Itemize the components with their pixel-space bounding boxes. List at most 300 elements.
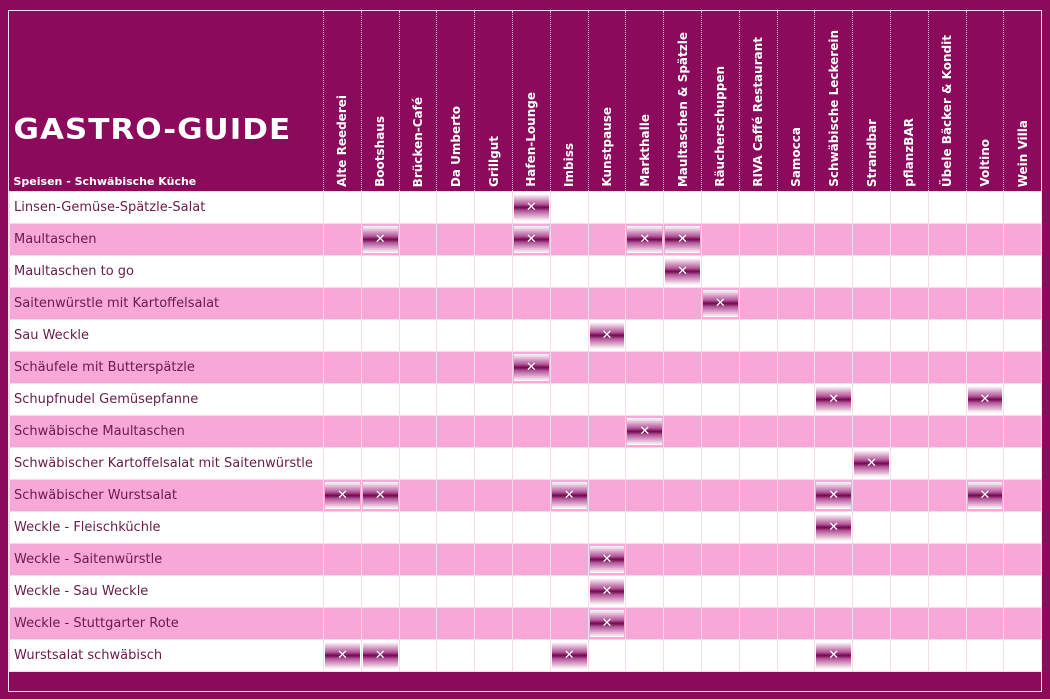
availability-cell <box>437 416 475 448</box>
availability-cell <box>815 544 853 576</box>
available-x-icon: ✕ <box>552 642 587 669</box>
availability-cell <box>512 544 550 576</box>
availability-cell <box>324 384 362 416</box>
availability-cell <box>475 576 513 608</box>
availability-cell <box>966 448 1004 480</box>
available-x-icon: ✕ <box>854 450 889 477</box>
availability-cell <box>550 384 588 416</box>
restaurant-header <box>928 11 966 192</box>
availability-cell <box>626 544 664 576</box>
available-x-icon: ✕ <box>363 482 398 509</box>
availability-cell <box>475 384 513 416</box>
availability-cell <box>475 416 513 448</box>
availability-cell <box>324 640 362 672</box>
table-row <box>10 224 1042 256</box>
availability-cell <box>588 416 626 448</box>
dish-rows <box>10 192 1042 672</box>
restaurant-header <box>966 11 1004 192</box>
availability-cell <box>928 192 966 224</box>
availability-cell <box>588 288 626 320</box>
title-cell <box>10 11 324 192</box>
availability-cell <box>853 512 891 544</box>
availability-cell <box>701 192 739 224</box>
availability-cell <box>626 224 664 256</box>
available-x-icon: ✕ <box>514 354 549 381</box>
availability-cell <box>815 576 853 608</box>
availability-cell <box>701 640 739 672</box>
availability-cell <box>890 352 928 384</box>
availability-cell <box>626 576 664 608</box>
restaurant-name: Hafen-Lounge <box>524 92 539 187</box>
availability-cell <box>928 512 966 544</box>
availability-cell <box>701 384 739 416</box>
availability-cell <box>815 288 853 320</box>
availability-cell <box>739 608 777 640</box>
restaurant-name: Alte Reederei <box>335 95 350 187</box>
availability-cell <box>361 544 399 576</box>
availability-cell <box>701 320 739 352</box>
availability-cell <box>324 416 362 448</box>
available-x-icon: ✕ <box>514 194 549 221</box>
availability-cell <box>928 448 966 480</box>
dish-name: Saitenwürstle mit Kartoffelsalat <box>10 288 324 320</box>
availability-cell <box>928 576 966 608</box>
restaurant-name: Übele Bäcker & Kondit <box>940 34 955 187</box>
available-x-icon: ✕ <box>590 546 625 573</box>
availability-cell <box>1004 192 1042 224</box>
availability-cell <box>701 544 739 576</box>
availability-cell <box>437 320 475 352</box>
dish-name: Schwäbischer Kartoffelsalat mit Saitenwürstle <box>10 448 324 480</box>
availability-cell <box>815 320 853 352</box>
availability-cell <box>324 512 362 544</box>
available-x-icon: ✕ <box>627 226 662 253</box>
availability-cell <box>853 608 891 640</box>
availability-cell <box>853 352 891 384</box>
availability-cell <box>1004 384 1042 416</box>
availability-cell <box>739 416 777 448</box>
availability-cell <box>664 224 702 256</box>
availability-cell <box>475 352 513 384</box>
availability-cell <box>324 320 362 352</box>
availability-cell <box>588 480 626 512</box>
availability-cell <box>1004 256 1042 288</box>
availability-cell <box>324 288 362 320</box>
restaurant-name: Schwäbische Leckerein <box>826 30 841 187</box>
availability-cell <box>588 544 626 576</box>
dish-restaurant-table <box>9 11 1042 672</box>
availability-cell <box>399 608 437 640</box>
availability-cell <box>550 544 588 576</box>
availability-cell <box>664 448 702 480</box>
availability-cell <box>890 544 928 576</box>
availability-cell <box>777 640 815 672</box>
dish-name: Linsen-Gemüse-Spätzle-Salat <box>10 192 324 224</box>
availability-cell <box>739 320 777 352</box>
availability-cell <box>815 608 853 640</box>
availability-cell <box>853 448 891 480</box>
availability-cell <box>739 352 777 384</box>
availability-cell <box>361 448 399 480</box>
availability-cell <box>588 640 626 672</box>
availability-cell <box>853 384 891 416</box>
availability-cell <box>626 608 664 640</box>
dish-name: Weckle - Fleischküchle <box>10 512 324 544</box>
table-row <box>10 576 1042 608</box>
availability-cell <box>475 640 513 672</box>
availability-cell <box>701 448 739 480</box>
availability-cell <box>626 384 664 416</box>
available-x-icon: ✕ <box>816 514 851 541</box>
availability-cell <box>890 192 928 224</box>
availability-cell <box>475 224 513 256</box>
availability-cell <box>890 416 928 448</box>
availability-cell <box>739 288 777 320</box>
availability-cell <box>701 608 739 640</box>
availability-cell <box>361 320 399 352</box>
availability-cell <box>399 320 437 352</box>
availability-cell <box>777 512 815 544</box>
dish-name: Schäufele mit Butterspätzle <box>10 352 324 384</box>
restaurant-name: Imbiss <box>562 143 577 187</box>
availability-cell <box>853 640 891 672</box>
availability-cell <box>928 384 966 416</box>
availability-cell <box>890 608 928 640</box>
availability-cell <box>853 480 891 512</box>
restaurant-header <box>853 11 891 192</box>
table-row <box>10 640 1042 672</box>
availability-cell <box>928 224 966 256</box>
availability-cell <box>815 448 853 480</box>
restaurant-name: Brücken-Café <box>410 96 425 187</box>
availability-cell <box>928 416 966 448</box>
availability-cell <box>361 192 399 224</box>
availability-cell <box>475 608 513 640</box>
table-row <box>10 384 1042 416</box>
availability-cell <box>890 576 928 608</box>
availability-cell <box>399 224 437 256</box>
availability-cell <box>739 576 777 608</box>
availability-cell <box>475 192 513 224</box>
availability-cell <box>399 352 437 384</box>
available-x-icon: ✕ <box>590 322 625 349</box>
availability-cell <box>588 224 626 256</box>
availability-cell <box>777 448 815 480</box>
availability-cell <box>475 288 513 320</box>
available-x-icon: ✕ <box>590 578 625 605</box>
availability-cell <box>361 576 399 608</box>
availability-cell <box>853 192 891 224</box>
availability-cell <box>739 384 777 416</box>
dish-name: Schupfnudel Gemüsepfanne <box>10 384 324 416</box>
availability-cell <box>815 384 853 416</box>
restaurant-name: Da Umberto <box>448 105 463 187</box>
availability-cell <box>550 224 588 256</box>
availability-cell <box>890 320 928 352</box>
availability-cell <box>853 288 891 320</box>
availability-cell <box>437 224 475 256</box>
availability-cell <box>701 480 739 512</box>
availability-cell <box>853 544 891 576</box>
availability-cell <box>324 256 362 288</box>
availability-cell <box>324 608 362 640</box>
restaurant-header <box>399 11 437 192</box>
availability-cell <box>324 480 362 512</box>
dish-name: Maultaschen <box>10 224 324 256</box>
availability-cell <box>550 288 588 320</box>
availability-cell <box>512 608 550 640</box>
gastro-guide-table-container <box>8 10 1042 692</box>
availability-cell <box>966 608 1004 640</box>
availability-cell <box>966 416 1004 448</box>
table-row <box>10 256 1042 288</box>
availability-cell <box>1004 224 1042 256</box>
availability-cell <box>1004 288 1042 320</box>
availability-cell <box>890 480 928 512</box>
restaurant-header <box>890 11 928 192</box>
availability-cell <box>550 256 588 288</box>
dish-name: Schwäbischer Wurstsalat <box>10 480 324 512</box>
availability-cell <box>588 320 626 352</box>
availability-cell <box>437 352 475 384</box>
availability-cell <box>550 512 588 544</box>
availability-cell <box>512 256 550 288</box>
restaurant-name: Wein Villa <box>1015 119 1030 187</box>
availability-cell <box>890 512 928 544</box>
availability-cell <box>475 256 513 288</box>
dish-name: Weckle - Stuttgarter Rote <box>10 608 324 640</box>
availability-cell <box>777 224 815 256</box>
availability-cell <box>399 192 437 224</box>
table-row <box>10 512 1042 544</box>
available-x-icon: ✕ <box>665 258 700 285</box>
availability-cell <box>437 192 475 224</box>
availability-cell <box>361 384 399 416</box>
availability-cell <box>626 640 664 672</box>
availability-cell <box>399 256 437 288</box>
availability-cell <box>664 416 702 448</box>
availability-cell <box>701 288 739 320</box>
availability-cell <box>966 384 1004 416</box>
availability-cell <box>664 288 702 320</box>
availability-cell <box>399 640 437 672</box>
availability-cell <box>890 256 928 288</box>
availability-cell <box>399 544 437 576</box>
availability-cell <box>1004 544 1042 576</box>
availability-cell <box>361 608 399 640</box>
availability-cell <box>361 512 399 544</box>
availability-cell <box>739 192 777 224</box>
restaurant-name: Voltino <box>977 139 992 187</box>
availability-cell <box>966 224 1004 256</box>
available-x-icon: ✕ <box>325 482 360 509</box>
availability-cell <box>361 416 399 448</box>
availability-cell <box>512 416 550 448</box>
availability-cell <box>588 448 626 480</box>
availability-cell <box>399 480 437 512</box>
availability-cell <box>890 448 928 480</box>
table-row <box>10 288 1042 320</box>
available-x-icon: ✕ <box>816 642 851 669</box>
availability-cell <box>437 384 475 416</box>
table-row <box>10 192 1042 224</box>
availability-cell <box>966 192 1004 224</box>
availability-cell <box>664 480 702 512</box>
availability-cell <box>361 480 399 512</box>
available-x-icon: ✕ <box>552 482 587 509</box>
availability-cell <box>739 544 777 576</box>
availability-cell <box>437 576 475 608</box>
availability-cell <box>928 544 966 576</box>
restaurant-header <box>588 11 626 192</box>
restaurant-name: Maultaschen & Spätzle <box>675 31 690 187</box>
availability-cell <box>588 608 626 640</box>
availability-cell <box>777 288 815 320</box>
availability-cell <box>1004 640 1042 672</box>
availability-cell <box>664 544 702 576</box>
dish-name: Weckle - Saitenwürstle <box>10 544 324 576</box>
restaurant-header <box>550 11 588 192</box>
available-x-icon: ✕ <box>968 482 1003 509</box>
availability-cell <box>1004 576 1042 608</box>
availability-cell <box>664 512 702 544</box>
availability-cell <box>550 640 588 672</box>
availability-cell <box>966 512 1004 544</box>
availability-cell <box>815 224 853 256</box>
available-x-icon: ✕ <box>816 386 851 413</box>
availability-cell <box>928 640 966 672</box>
available-x-icon: ✕ <box>590 610 625 637</box>
availability-cell <box>739 448 777 480</box>
available-x-icon: ✕ <box>363 226 398 253</box>
availability-cell <box>664 352 702 384</box>
availability-cell <box>512 352 550 384</box>
availability-cell <box>512 384 550 416</box>
available-x-icon: ✕ <box>703 290 738 317</box>
availability-cell <box>966 480 1004 512</box>
availability-cell <box>815 480 853 512</box>
availability-cell <box>626 288 664 320</box>
availability-cell <box>361 224 399 256</box>
availability-cell <box>890 224 928 256</box>
availability-cell <box>626 320 664 352</box>
restaurant-name: Bootshaus <box>373 116 388 187</box>
table-row <box>10 416 1042 448</box>
restaurant-header <box>324 11 362 192</box>
availability-cell <box>437 448 475 480</box>
available-x-icon: ✕ <box>627 418 662 445</box>
available-x-icon: ✕ <box>665 226 700 253</box>
availability-cell <box>853 320 891 352</box>
availability-cell <box>815 416 853 448</box>
availability-cell <box>437 288 475 320</box>
availability-cell <box>550 320 588 352</box>
availability-cell <box>626 256 664 288</box>
availability-cell <box>550 608 588 640</box>
availability-cell <box>1004 352 1042 384</box>
available-x-icon: ✕ <box>514 226 549 253</box>
restaurant-header <box>1004 11 1042 192</box>
availability-cell <box>701 576 739 608</box>
restaurant-header <box>437 11 475 192</box>
table-row <box>10 480 1042 512</box>
availability-cell <box>815 352 853 384</box>
availability-cell <box>626 512 664 544</box>
availability-cell <box>1004 512 1042 544</box>
availability-cell <box>890 640 928 672</box>
availability-cell <box>626 448 664 480</box>
restaurant-header <box>777 11 815 192</box>
availability-cell <box>777 256 815 288</box>
availability-cell <box>1004 480 1042 512</box>
availability-cell <box>324 448 362 480</box>
availability-cell <box>1004 320 1042 352</box>
availability-cell <box>739 256 777 288</box>
availability-cell <box>664 608 702 640</box>
availability-cell <box>475 544 513 576</box>
availability-cell <box>890 288 928 320</box>
availability-cell <box>512 320 550 352</box>
page-title: GASTRO-GUIDE <box>13 113 292 147</box>
restaurant-header <box>664 11 702 192</box>
availability-cell <box>664 640 702 672</box>
availability-cell <box>777 608 815 640</box>
availability-cell <box>324 576 362 608</box>
available-x-icon: ✕ <box>325 642 360 669</box>
availability-cell <box>324 352 362 384</box>
availability-cell <box>701 352 739 384</box>
availability-cell <box>853 256 891 288</box>
availability-cell <box>361 640 399 672</box>
available-x-icon: ✕ <box>816 482 851 509</box>
availability-cell <box>588 576 626 608</box>
availability-cell <box>664 576 702 608</box>
dish-name: Sau Weckle <box>10 320 324 352</box>
availability-cell <box>550 448 588 480</box>
availability-cell <box>399 448 437 480</box>
availability-cell <box>966 320 1004 352</box>
availability-cell <box>928 288 966 320</box>
availability-cell <box>512 224 550 256</box>
availability-cell <box>966 352 1004 384</box>
restaurant-header <box>512 11 550 192</box>
availability-cell <box>512 512 550 544</box>
availability-cell <box>928 352 966 384</box>
availability-cell <box>399 416 437 448</box>
availability-cell <box>853 224 891 256</box>
availability-cell <box>512 480 550 512</box>
availability-cell <box>777 352 815 384</box>
availability-cell <box>966 576 1004 608</box>
availability-cell <box>739 224 777 256</box>
availability-cell <box>701 512 739 544</box>
restaurant-name: Räucherschuppen <box>713 66 728 187</box>
availability-cell <box>588 512 626 544</box>
availability-cell <box>475 320 513 352</box>
restaurant-name: Markthalle <box>637 114 652 187</box>
availability-cell <box>324 544 362 576</box>
restaurant-header <box>475 11 513 192</box>
availability-cell <box>475 512 513 544</box>
dish-name: Maultaschen to go <box>10 256 324 288</box>
availability-cell <box>701 224 739 256</box>
dish-name: Wurstsalat schwäbisch <box>10 640 324 672</box>
availability-cell <box>777 416 815 448</box>
restaurant-name: Grillgut <box>486 136 501 187</box>
restaurant-header <box>815 11 853 192</box>
availability-cell <box>928 480 966 512</box>
availability-cell <box>475 448 513 480</box>
